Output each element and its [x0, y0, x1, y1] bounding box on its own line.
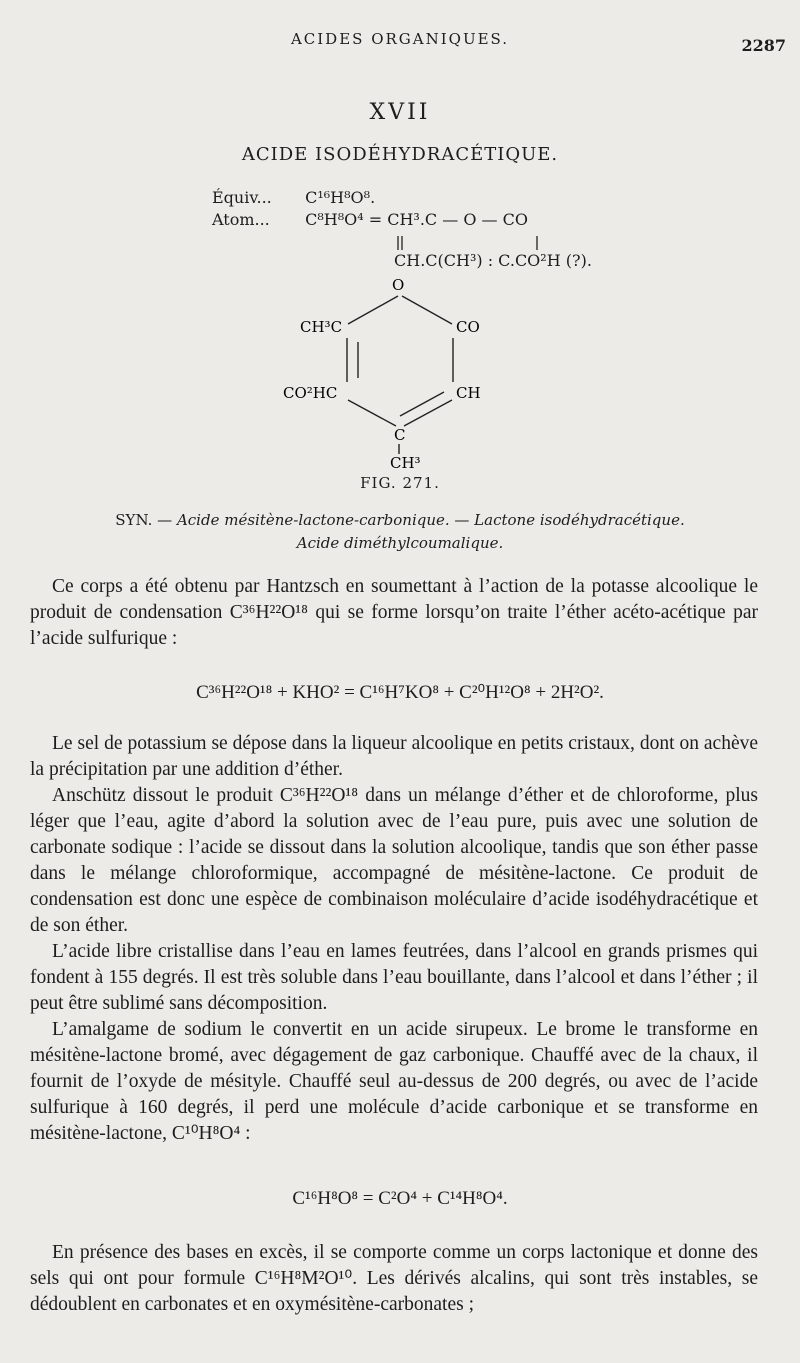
paragraph-text: Anschütz dissout le produit C³⁶H²²O¹⁸ dans un mélange d’éther et de chloroforme, plus léger que l’eau, agite d’abord la solution avec de l’eau pure, puis avec une solution de carbonate sodique : l’acide se dissout dans la solution alcoolique, tandis que son éther passe dans le mélange chloroformique, accompagné de mésitène-lactone. Ce produit de condensation est donc une espèce de combinaison moléculaire d’acide isodéhydracétique et de son éther. [30, 785, 758, 936]
atom-label: Atom... [212, 210, 270, 229]
synonyms-label: SYN. [115, 511, 153, 529]
atom-value-line-2: CH.C(CH³) : C.CO²H (?). [394, 251, 592, 270]
synonyms-text-1: — Acide mésitène-lactone-carbonique. — Lactone isodéhydracétique. [157, 511, 685, 529]
ring-right-lower-label: CH [456, 384, 481, 402]
equation-1: C³⁶H²²O¹⁸ + KHO² = C¹⁶H⁷KO⁸ + C²⁰H¹²O⁸ + 2H²O². [196, 682, 604, 703]
synonyms-text-2: Acide diméthylcoumalique. [296, 534, 504, 552]
section-number: XVII [369, 100, 431, 125]
ring-bottom-label: C [394, 426, 406, 444]
equation-2: C¹⁶H⁸O⁸ = C²O⁴ + C¹⁴H⁸O⁴. [292, 1188, 508, 1209]
bond-lower-right-double [400, 392, 444, 416]
running-head: ACIDES ORGANIQUES. [290, 30, 510, 48]
equiv-label: Équiv... [212, 188, 272, 207]
section-title: ACIDE ISODÉHYDRACÉTIQUE. [241, 144, 559, 165]
atom-value: C⁸H⁸O⁴ = CH³.C — O — CO [305, 210, 528, 229]
synonyms-line-1 [0, 509, 800, 532]
paragraph-preparation [30, 574, 758, 652]
ring-left-upper-label: CH³C [300, 318, 343, 336]
structure-diagram [0, 270, 800, 475]
paragraph-block-properties [30, 731, 758, 1147]
paragraph-text: L’amalgame de sodium le convertit en un acide sirupeux. Le brome le transforme en mésitène-lactone bromé, avec dégagement de gaz carbonique. Chauffé avec de la chaux, il fournit de l’oxyde de mésityle. Chauffé seul au-dessus de 200 degrés, ou avec de l’acide sulfurique à 160 degrés, il perd une molécule d’acide carbonique et se transforme en mésitène-lactone, C¹⁰H⁸O⁴ : [30, 1019, 758, 1144]
bond-lower-right [404, 400, 452, 426]
synonyms [0, 509, 800, 555]
paragraph-salts [30, 1240, 758, 1318]
ring-right-upper-label: CO [456, 318, 480, 336]
atomic-formula [212, 210, 528, 229]
paragraph-text: Le sel de potassium se dépose dans la liqueur alcoolique en petits cristaux, dont on achève la précipitation par une addition d’éther. [30, 733, 758, 780]
methyl-label: CH³ [390, 454, 421, 472]
bond-o-right [402, 296, 452, 324]
ring-oxygen-label: O [392, 276, 405, 294]
figure-caption: FIG. 271. [360, 474, 440, 492]
page-number: 2287 [741, 36, 786, 55]
paragraph-text: L’acide libre cristallise dans l’eau en lames feutrées, dans l’alcool en grands prismes qui fondent à 155 degrés. Il est très soluble dans l’eau bouillante, dans l’alcool et dans l’éther ; il peut être sublimé sans décomposition. [30, 941, 758, 1014]
equivalent-formula [212, 188, 375, 207]
bond-lower-left [348, 400, 396, 426]
ring-left-lower-label: CO²HC [283, 384, 338, 402]
paragraph-text: En présence des bases en excès, il se comporte comme un corps lactonique et donne des sels qui ont pour formule C¹⁶H⁸M²O¹⁰. Les dérivés alcalins, qui sont très instables, se dédoublent en carbonates et en oxymésitène-carbonates ; [30, 1242, 758, 1315]
equiv-value: C¹⁶H⁸O⁸. [305, 188, 376, 207]
bond-o-left [348, 296, 398, 324]
paragraph-text: Ce corps a été obtenu par Hantzsch en soumettant à l’action de la potasse alcoolique le produit de condensation C³⁶H²²O¹⁸ qui se forme lorsqu’on traite l’éther acéto-acétique par l’acide sulfurique : [30, 576, 758, 649]
